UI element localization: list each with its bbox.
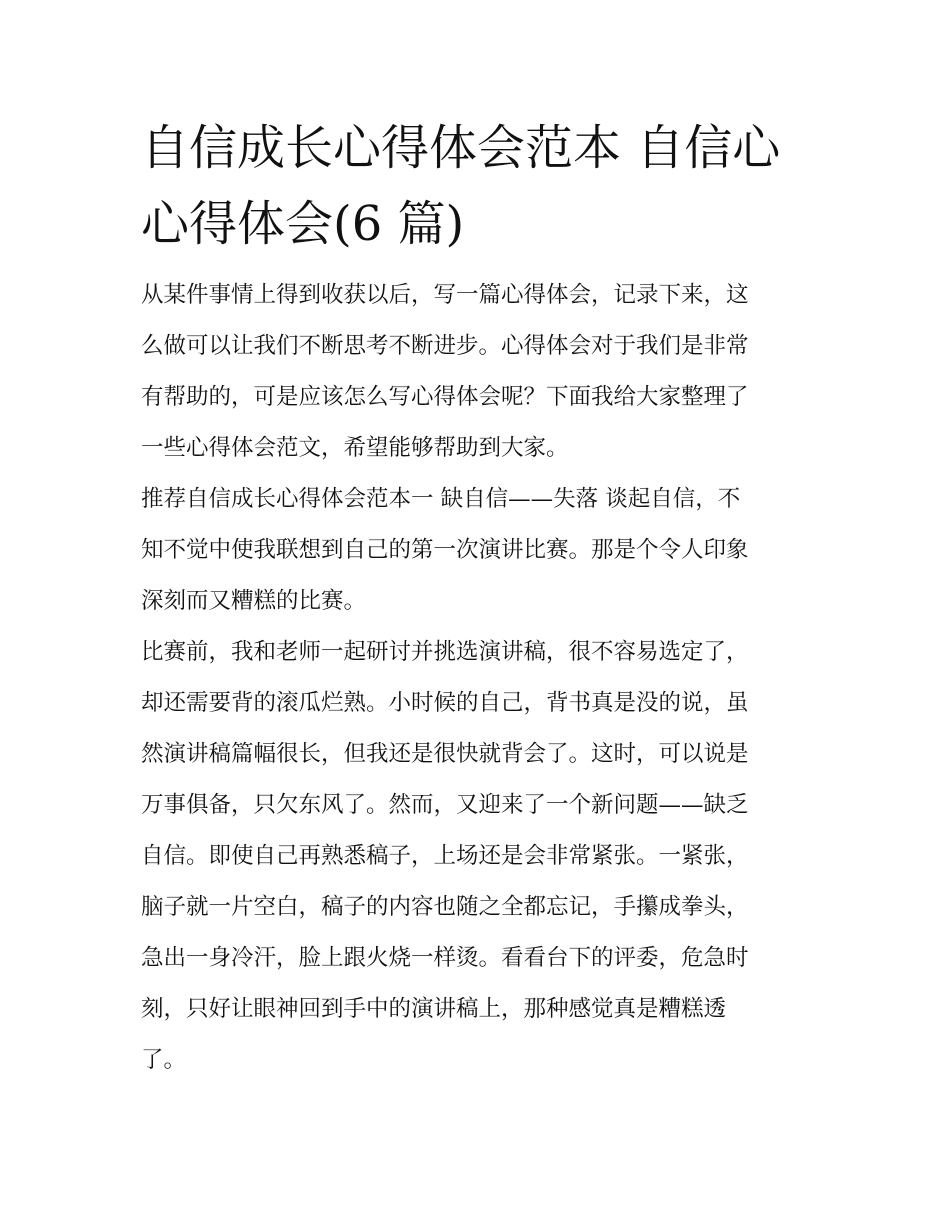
text-line: 从某件事情上得到收获以后，写一篇心得体会，记录下来，这 bbox=[141, 282, 749, 308]
text-line: 脑子就一片空白，稿子的内容也随之全都忘记，手攥成拳头， bbox=[141, 894, 749, 920]
text-line: 万事俱备，只欠东风了。然而，又迎来了一个新问题——缺乏 bbox=[141, 792, 749, 818]
text-line: 知不觉中使我联想到自己的第一次演讲比赛。那是个令人印象 bbox=[141, 537, 749, 563]
paragraph-essay-one-opening bbox=[141, 474, 813, 627]
text-line: 自信。即使自己再熟悉稿子，上场还是会非常紧张。一紧张， bbox=[141, 843, 749, 869]
text-line: 深刻而又糟糕的比赛。 bbox=[141, 588, 367, 614]
text-line: 然演讲稿篇幅很长，但我还是很快就背会了。这时，可以说是 bbox=[141, 741, 749, 767]
title-line: 自信成长心得体会范本 自信心 bbox=[141, 120, 781, 176]
text-line: 推荐自信成长心得体会范本一 缺自信——失落 谈起自信，不 bbox=[141, 486, 741, 512]
text-line: 有帮助的，可是应该怎么写心得体会呢？下面我给大家整理了 bbox=[141, 384, 749, 410]
text-line: 一些心得体会范文，希望能够帮助到大家。 bbox=[141, 435, 569, 461]
title-line: 心得体会(6 篇) bbox=[141, 196, 465, 252]
document-body bbox=[141, 110, 813, 1086]
text-line: 比赛前，我和老师一起研讨并挑选演讲稿，很不容易选定了， bbox=[141, 639, 749, 665]
paragraph-essay-one-body bbox=[141, 627, 813, 1086]
text-line: 刻，只好让眼神回到手中的演讲稿上，那种感觉真是糟糕透 bbox=[141, 996, 727, 1022]
text-line: 急出一身冷汗，脸上跟火烧一样烫。看看台下的评委，危急时 bbox=[141, 945, 749, 971]
text-line: 却还需要背的滚瓜烂熟。小时候的自己，背书真是没的说，虽 bbox=[141, 690, 749, 716]
text-line: 么做可以让我们不断思考不断进步。心得体会对于我们是非常 bbox=[141, 333, 749, 359]
text-line: 了。 bbox=[141, 1047, 187, 1073]
paragraph-intro bbox=[141, 270, 813, 474]
document-title bbox=[141, 110, 813, 262]
